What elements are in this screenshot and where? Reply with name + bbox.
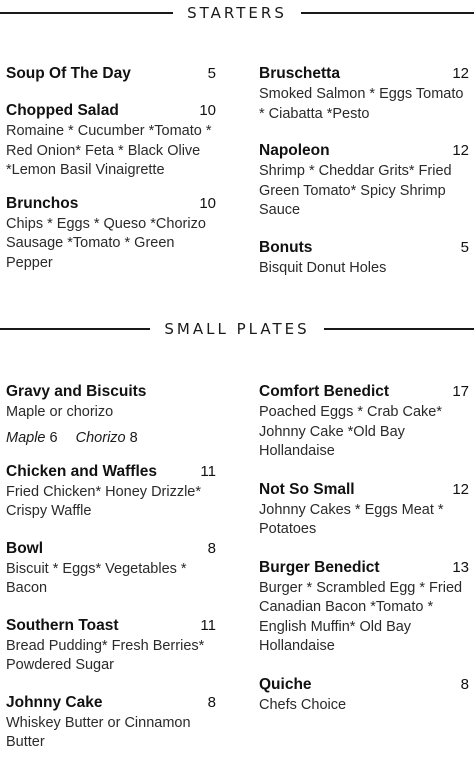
menu-item [259, 64, 469, 124]
small-plates-title: SMALL PLATES [164, 320, 310, 338]
item-name: Gravy and Biscuits [6, 383, 147, 400]
item-description: Fried Chicken* Honey Drizzle* Crispy Waffle [6, 483, 202, 519]
menu-item [259, 141, 469, 221]
starters-title: STARTERS [187, 4, 287, 22]
item-name: Comfort Benedict [259, 383, 390, 400]
item-price: 12 [452, 65, 469, 82]
small-plates-right-column [259, 382, 469, 728]
item-price: 11 [200, 462, 216, 480]
item-name: Quiche [259, 675, 312, 693]
item-description: Burger * Scrambled Egg * Fried Canadian Bacon *Tomato * English Muffin* Old Bay Hollandaise [259, 579, 463, 654]
item-name: Chopped Salad [6, 102, 119, 119]
item-description: Smoked Salmon * Eggs Tomato * Ciabatta *Pesto [259, 86, 464, 122]
item-description: Chips * Eggs * Queso *Chorizo Sausage *Tomato * Green Pepper [6, 215, 206, 271]
item-name: Southern Toast [6, 616, 119, 634]
item-price: 10 [199, 102, 216, 119]
starters-right-column [259, 64, 469, 291]
item-price: 5 [460, 238, 469, 256]
variant-price: 8 [129, 429, 138, 446]
variant-name: Maple [6, 429, 46, 446]
small-plates-left-column [6, 382, 216, 766]
item-description: Whiskey Butter or Cinnamon Butter [6, 714, 191, 750]
menu-item [6, 539, 216, 599]
item-price: 5 [207, 65, 216, 82]
item-name: Not So Small [259, 480, 355, 498]
starters-left-column [6, 64, 216, 286]
menu-item [6, 194, 216, 274]
item-description: Chefs Choice [259, 696, 347, 713]
menu-item [259, 558, 469, 657]
item-price: 8 [460, 675, 469, 693]
item-price: 11 [200, 616, 216, 634]
menu-item [6, 101, 216, 181]
item-price: 13 [452, 558, 469, 576]
item-description: Romaine * Cucumber *Tomato * Red Onion* Feta * Black Olive *Lemon Basil Vinaigrette [6, 123, 212, 178]
item-price: 8 [207, 539, 216, 557]
variant-price: 6 [49, 429, 58, 446]
item-price: 12 [452, 142, 469, 159]
menu-item [6, 462, 216, 522]
menu-item [259, 238, 469, 279]
item-name: Bonuts [259, 238, 313, 256]
item-description: Bisquit Donut Holes [259, 259, 387, 276]
menu-item [6, 693, 216, 753]
header-rule-right [301, 12, 474, 14]
item-name: Napoleon [259, 142, 330, 159]
header-rule-right [324, 328, 474, 330]
item-name: Brunchos [6, 194, 79, 212]
item-description: Biscuit * Eggs* Vegetables * Bacon [6, 560, 187, 596]
item-description: Bread Pudding* Fresh Berries* Powdered Sugar [6, 637, 205, 673]
item-name: Bruschetta [259, 65, 340, 82]
small-plates-header [0, 318, 474, 340]
item-name: Bowl [6, 539, 44, 557]
item-name: Chicken and Waffles [6, 462, 158, 480]
starters-header [0, 2, 474, 24]
item-price: 10 [199, 194, 216, 212]
item-name: Soup Of The Day [6, 65, 131, 82]
menu-item [259, 675, 469, 716]
item-description: Maple or chorizo [6, 404, 114, 420]
menu-item [259, 382, 469, 462]
item-name: Burger Benedict [259, 558, 380, 576]
item-price: 17 [452, 383, 469, 400]
header-rule-left [0, 12, 173, 14]
header-rule-left [0, 328, 150, 330]
item-price: 8 [207, 693, 216, 711]
item-description: Shrimp * Cheddar Grits* Fried Green Tomato* Spicy Shrimp Sauce [259, 163, 452, 218]
item-description: Johnny Cakes * Eggs Meat * Potatoes [259, 501, 444, 537]
item-name: Johnny Cake [6, 693, 103, 711]
menu-item [6, 64, 216, 84]
variant-prices [6, 428, 216, 448]
variant-name: Chorizo [75, 429, 126, 446]
item-price: 12 [452, 480, 469, 498]
menu-item [6, 616, 216, 676]
item-description: Poached Eggs * Crab Cake* Johnny Cake *Old Bay Hollandaise [259, 404, 442, 459]
menu-item-gravy [6, 382, 216, 448]
menu-item [259, 480, 469, 540]
